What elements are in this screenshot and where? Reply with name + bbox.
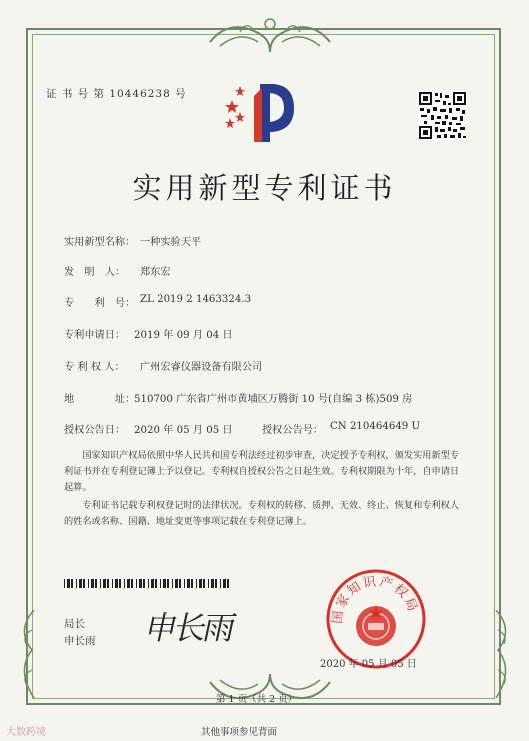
- grant-number-value: CN 210464649 U: [330, 421, 421, 432]
- address-label: 地 址：: [64, 394, 136, 405]
- watermark: 大数跨境: [6, 727, 46, 738]
- seal-date: 2020 年 05 月 05 日: [320, 659, 417, 670]
- cnipa-logo-icon: [224, 78, 304, 146]
- utility-model-name-label: 实用新型名称：: [64, 237, 136, 248]
- filing-date-value: 2019 年 09 月 04 日: [134, 330, 233, 341]
- patentee-value: 广州宏睿仪器设备有限公司: [140, 362, 263, 373]
- utility-model-name-value: 一种实验天平: [140, 237, 202, 248]
- patent-number-value: ZL 2019 2 1463324.3: [140, 294, 252, 305]
- inventor-value: 郑东宏: [140, 267, 171, 278]
- certificate-number: 证 书 号 第 10446238 号: [46, 88, 187, 100]
- grant-date-label: 授权公告日：: [64, 425, 126, 436]
- patent-number-label: 专 利 号：: [64, 298, 136, 309]
- grant-statement-paragraph: 国家知识产权局依照中华人民共和国专利法经过初步审查，决定授予专利权，颁发实用新型专利证书并在专利登记簿上予以登记。专利权自授权公告之日起生效。专利权期限为十年，自申请日起算。: [64, 450, 460, 493]
- see-reverse-note: 其他事项参见背面: [201, 727, 278, 738]
- grant-number-label: 授权公告号：: [262, 425, 324, 436]
- left-ornament: [12, 610, 42, 700]
- director-signature: 申长雨: [141, 609, 237, 647]
- certificate-title: 实用新型专利证书: [132, 171, 397, 205]
- top-ornament: [200, 12, 340, 58]
- seal-text: 国家知识产权局: [330, 574, 421, 625]
- patentee-label: 专 利 权 人：: [64, 362, 125, 373]
- address-value: 510700 广东省广州市黄埔区万腾街 10 号(自编 3 栋)509 房: [134, 394, 413, 405]
- legal-status-paragraph: 专利证书记载专利权登记时的法律状况。专利权的转移、质押、无效、终止、恢复和专利权人的姓名或名称、国籍、地址变更等事项记载在专利登记簿上。: [64, 500, 460, 527]
- qr-code-icon: [418, 91, 467, 140]
- director-name: 申长雨: [64, 635, 96, 647]
- page-indicator: 第 1 页（共 2 页）: [216, 694, 298, 705]
- grant-date-value: 2020 年 05 月 05 日: [134, 425, 233, 436]
- inventor-label: 发 明 人：: [64, 267, 126, 278]
- right-ornament: [488, 610, 518, 700]
- filing-date-label: 专利申请日：: [64, 330, 126, 341]
- director-title: 局长: [64, 618, 85, 630]
- barcode-icon: [64, 579, 231, 588]
